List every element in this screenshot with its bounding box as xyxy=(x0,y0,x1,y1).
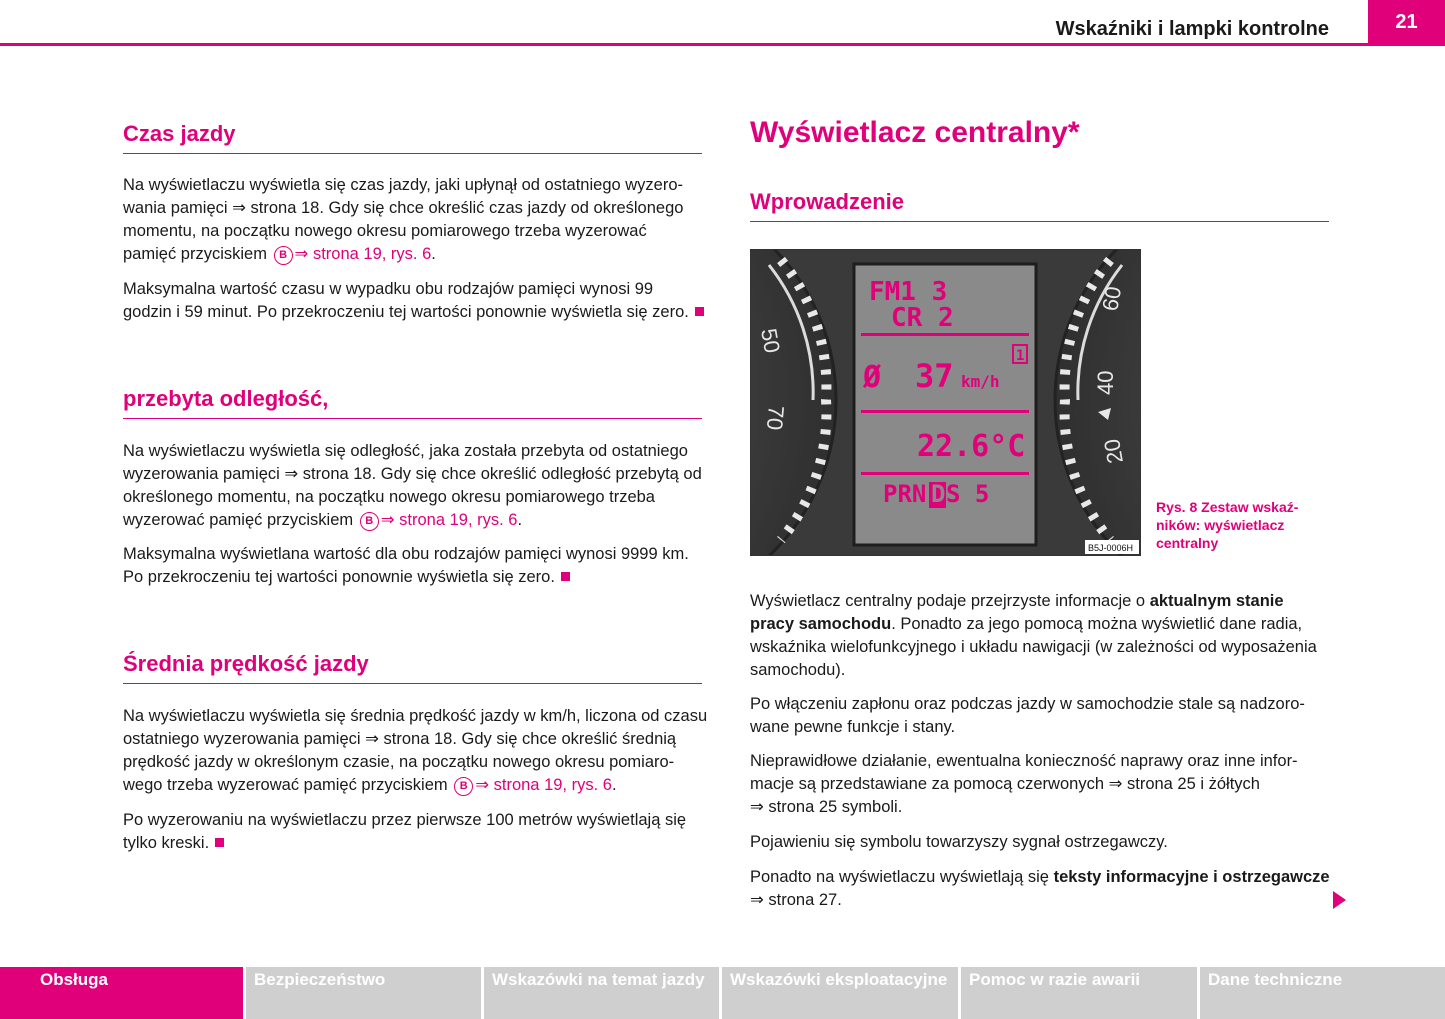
gauge-label: 20 xyxy=(1099,437,1128,466)
continue-arrow-icon[interactable] xyxy=(1333,891,1346,909)
paragraph-odleglosc-2: Maksymalna wyświetlana wartość dla obu rodzajów pamięci wynosi 9999 km. Po przekroczeniu tej wartości ponownie wyświetla się zero. xyxy=(123,545,689,586)
instrument-cluster-figure xyxy=(750,249,1141,556)
footer-tab-bezpieczenstwo[interactable]: Bezpieczeństwo xyxy=(246,967,481,1019)
paragraph-odleglosc-1: Na wyświetlaczu wyświetla się odległość, jaka została przebyta od ostatniego wyzerowania pamięci ⇒ strona 18. Gdy się chce określić odległość przebytą od określonego momentu, na początku nowego okresu pomiarowego trzeba wyzerować pamięć przyciskiem B ⇒ strona 19, rys. 6. xyxy=(123,442,702,529)
display-radio-line: CR 2 xyxy=(891,303,954,333)
display-radio-line: FM1 3 xyxy=(869,277,948,307)
section-end-icon xyxy=(215,838,224,847)
display-speed-unit: km/h xyxy=(961,372,1000,391)
paragraph-intro-3: Nieprawidłowe działanie, ewentualna konieczność naprawy oraz inne infor- macje są przedstawiane za pomocą czerwonych ⇒ strona 25 i żółtych ⇒ strona 25 symboli. xyxy=(750,752,1298,816)
chapter-title: Wskaźniki i lampki kontrolne xyxy=(1055,18,1329,40)
gauge-label: 40 xyxy=(1093,370,1118,395)
footer-nav xyxy=(0,967,1445,1019)
display-divider xyxy=(861,472,1029,475)
paragraph-srednia-2: Po wyzerowaniu na wyświetlaczu przez pierwsze 100 metrów wyświetlają się tylko kreski. xyxy=(123,811,687,852)
page-number: 21 xyxy=(1368,0,1445,45)
cross-reference-link[interactable]: ⇒ strona 19, rys. 6 xyxy=(294,245,432,263)
cross-reference-link[interactable]: ⇒ strona 19, rys. 6 xyxy=(380,511,518,529)
display-badge-text: 1 xyxy=(1016,348,1025,364)
display-temperature: 22.6°C xyxy=(917,429,1026,464)
footer-tab-dane-techniczne[interactable]: Dane techniczne xyxy=(1200,967,1445,1019)
section-end-icon xyxy=(561,572,570,581)
display-gear-range: S 5 xyxy=(946,480,990,508)
paragraph-srednia-1: Na wyświetlaczu wyświetla się średnia prędkość jazdy w km/h, liczona od czasu ostatniego wyzerowania pamięci ⇒ strona 18. Gdy się chce określić średnią prędkość jazdy w określonym czasie, na początku nowego okresu pomiaro- wego trzeba wyzerować pamięć przyciskiem B ⇒ strona 19, rys. 6. xyxy=(123,707,708,794)
display-divider xyxy=(861,333,1029,336)
footer-tab-wskazowki-jazdy[interactable]: Wskazówki na temat jazdy xyxy=(484,967,719,1019)
figure-caption: Rys. 8 Zestaw wskaź- ników: wyświetlacz centralny xyxy=(1156,499,1299,551)
section-end-icon xyxy=(695,307,704,316)
footer-tab-pomoc[interactable]: Pomoc w razie awarii xyxy=(961,967,1197,1019)
paragraph-intro-5: Ponadto na wyświetlaczu wyświetlają się teksty informacyjne i ostrzegawcze ⇒ strona 27. xyxy=(750,868,1330,909)
gauge-label: 70 xyxy=(761,404,789,432)
cluster-illustration xyxy=(751,250,1140,555)
display-divider xyxy=(861,410,1029,413)
button-b-icon: B xyxy=(274,246,293,265)
page-title: Wyświetlacz centralny* xyxy=(750,116,1080,149)
display-gear-range: PRN xyxy=(883,480,927,508)
paragraph-intro-1: Wyświetlacz centralny podaje przejrzyste informacje o aktualnym stanie pracy samochodu. Ponadto za jego pomocą można wyświetlić dane radia, wskaźnika wielofunkcyjnego i układu nawigacji (w zależności od wyposażenia samochodu). xyxy=(750,592,1317,679)
footer-tab-obsluga[interactable]: Obsługa xyxy=(0,967,243,1019)
gauge-label: 50 xyxy=(756,326,785,355)
display-speed: 37 xyxy=(915,357,954,395)
figure-code: B5J-0006H xyxy=(1088,543,1134,553)
section-heading-czas-jazdy: Czas jazdy xyxy=(123,121,702,154)
display-gear-selected: D xyxy=(931,480,946,508)
section-heading-srednia-predkosc: Średnia prędkość jazdy xyxy=(123,651,702,684)
average-speed-icon: Ø xyxy=(863,360,882,395)
button-b-icon: B xyxy=(360,512,379,531)
button-b-icon: B xyxy=(454,777,473,796)
cross-reference-link[interactable]: ⇒ strona 19, rys. 6 xyxy=(475,776,612,794)
header-rule xyxy=(0,43,1445,46)
gauge-label: 60 xyxy=(1097,284,1127,313)
paragraph-czas-jazdy-1: Na wyświetlaczu wyświetla się czas jazdy, jaki upłynął od ostatniego wyzero- wania pamięci ⇒ strona 18. Gdy się chce określić czas jazdy od określonego momentu, na początku nowego okresu pomiarowego trzeba wyzerować pamięć przyciskiem B ⇒ strona 19, rys. 6. xyxy=(123,176,684,263)
footer-tab-wskazowki-eksploatacyjne[interactable]: Wskazówki eksploatacyjne xyxy=(722,967,958,1019)
section-heading-wprowadzenie: Wprowadzenie xyxy=(750,189,1329,222)
paragraph-intro-4: Pojawieniu się symbolu towarzyszy sygnał ostrzegawczy. xyxy=(750,833,1168,851)
section-heading-przebyta-odleglosc: przebyta odległość, xyxy=(123,386,702,419)
paragraph-intro-2: Po włączeniu zapłonu oraz podczas jazdy w samochodzie stale są nadzoro- wane pewne funkcje i stany. xyxy=(750,695,1305,736)
paragraph-czas-jazdy-2: Maksymalna wartość czasu w wypadku obu rodzajów pamięci wynosi 99 godzin i 59 minut. Po przekroczeniu tej wartości ponownie wyświetla się zero. xyxy=(123,278,713,324)
